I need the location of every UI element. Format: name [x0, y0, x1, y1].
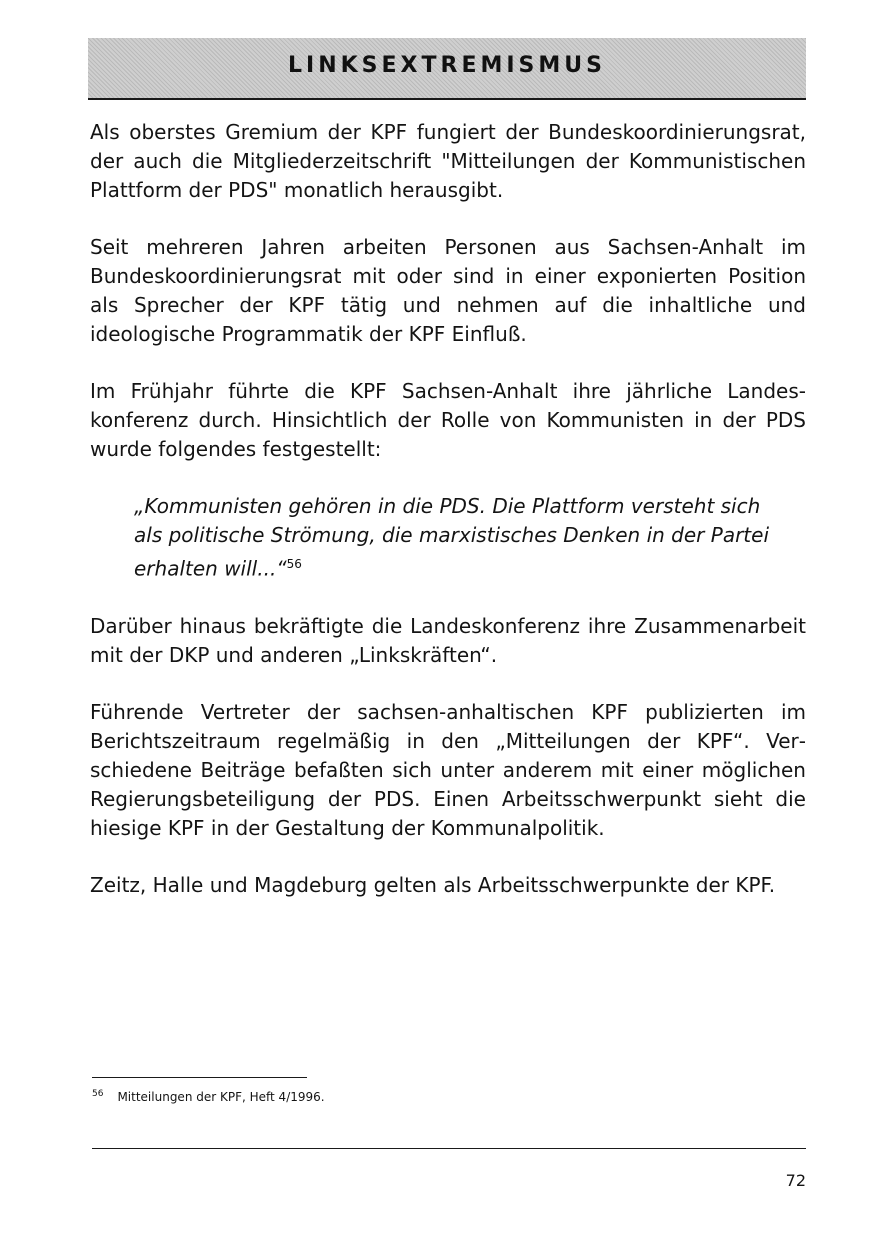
paragraph-3: Im Frühjahr führte die KPF Sachsen-Anhalt ihre jährliche Landeskonferenz durch. Hinsichtlich der Rolle von Kommunisten in der PDS wurde folgendes festgestellt: [90, 379, 806, 461]
block-quote [134, 492, 774, 584]
page-number: 72 [785, 1171, 806, 1190]
paragraph-6: Zeitz, Halle und Magdeburg gelten als Arbeitsschwerpunkte der KPF. [90, 872, 776, 897]
paragraph-1: Als oberstes Gremium der KPF fungiert der Bundeskoordinierungsrat, der auch die Mitgliederzeitschrift "Mitteilungen der Kommunistischen Plattform der PDS" monatlich herausgibt. [90, 120, 806, 202]
section-title: LINKSEXTREMISMUS [288, 53, 606, 78]
footnote [92, 1086, 325, 1105]
footnote-divider [92, 1077, 307, 1078]
footnote-number: 56 [92, 1089, 104, 1099]
section-header-band [88, 38, 806, 100]
page-bottom-divider [92, 1148, 806, 1149]
paragraph-4: Darüber hinaus bekräftigte die Landeskonferenz ihre Zusammenarbeit mit der DKP und anderen „Linkskräften“. [90, 613, 806, 667]
footnote-reference: 56 [286, 557, 302, 571]
paragraph-5: Führende Vertreter der sachsen-anhaltischen KPF publizierten im Berichtszeitraum regelmäßig in den „Mitteilungen der KPF“. Verschiedene Beiträge befaßten sich unter anderem mit einer möglichen Regierungsbeteiligung der PDS. Einen Arbeitsschwerpunkt sieht die hiesige KPF in der Gestaltung der Kommunalpolitik. [90, 699, 806, 840]
quote-text: „Kommunisten gehören in die PDS. Die Plattform versteht sich als politische Strömung, die marxistisches Denken in der Partei erhalten will...“ [134, 494, 769, 581]
main-text [90, 118, 806, 928]
paragraph-2: Seit mehreren Jahren arbeiten Personen aus Sachsen-Anhalt im Bundeskoordinierungsrat mit oder sind in einer exponierten Position als Sprecher der KPF tätig und nehmen auf die inhaltliche und ideologische Programmatik der KPF Einfluß. [90, 235, 806, 346]
footnote-text: Mitteilungen der KPF, Heft 4/1996. [117, 1090, 325, 1104]
